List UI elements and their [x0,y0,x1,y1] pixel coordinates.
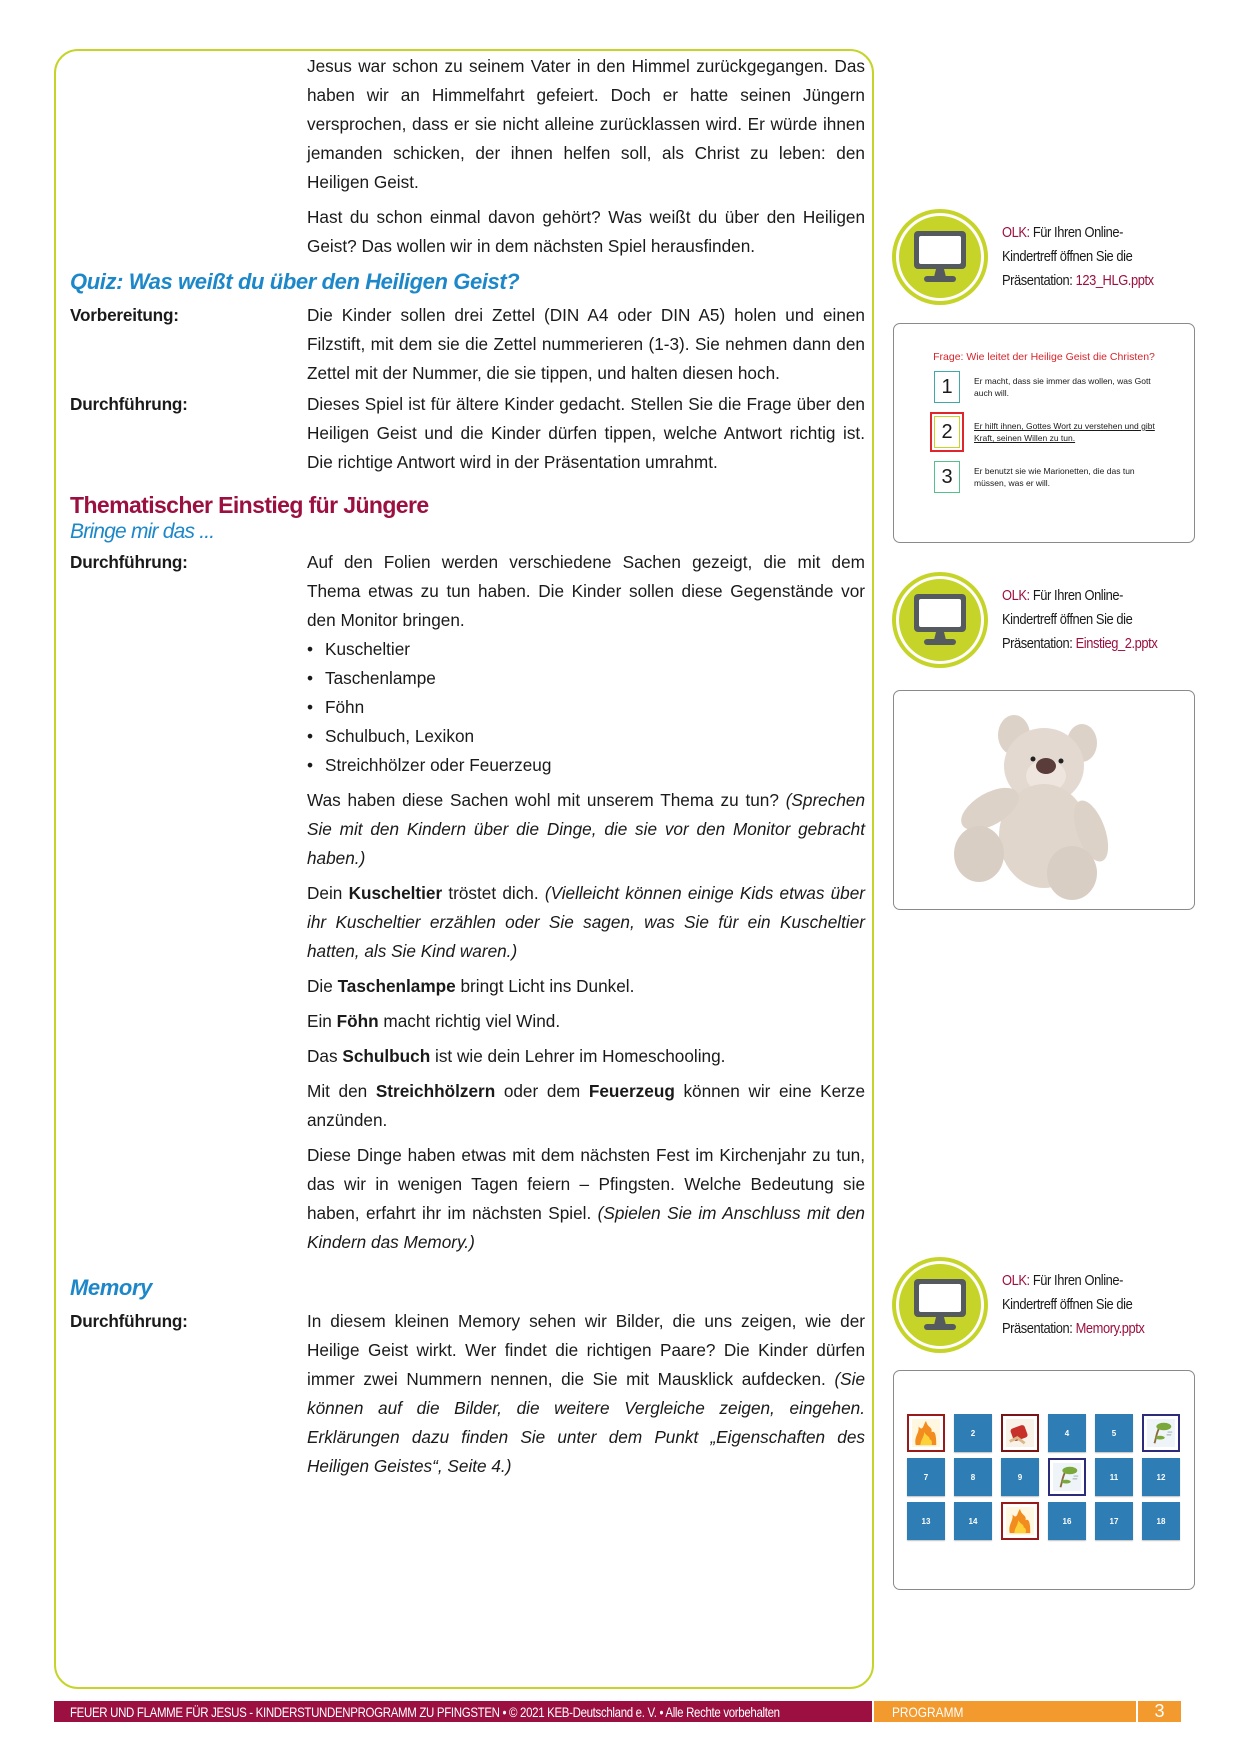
memory-tile-scroll [1001,1414,1039,1452]
monitor-icon [892,1257,988,1353]
memory-grid [907,1414,1180,1540]
exec-label: Durchführung: [70,394,188,414]
memory-tile: 17 [1095,1502,1133,1540]
olk-text: OLK: Für Ihren Online-Kindertreff öffnen Sie die Präsentation: Memory.pptx [1002,1272,1145,1337]
memory-slide-preview [893,1370,1195,1590]
question-paragraph: Was haben diese Sachen wohl mit unserem Thema zu tun? (Sprechen Sie mit den Kindern über die Dinge, die sie vor den Monitor gebracht haben.) [307,790,866,868]
instructor-note: (Sie können auf die Bilder, die weitere Vergleiche zeigen, eingehen. Erklärungen dazu finden Sie unter dem Punkt „Eigenschaften des Heiligen Geistes“, Seite 4.) [307,1369,866,1476]
teddy-bear-image [894,691,1195,910]
memory-tile: 4 [1048,1414,1086,1452]
page-number: 3 [1138,1701,1181,1722]
pfingsten-paragraph: Diese Dinge haben etwas mit dem nächsten Fest im Kirchenjahr zu tun, das wir in wenigen Tagen feiern – Pfingsten. Welche Bedeutung sie haben, erfahrt ihr im nächsten Spiel. (Spielen Sie im Anschluss mit den Kindern das Memory.) [307,1145,865,1252]
instructor-note: (Vielleicht können einige Kids etwas über ihr Kuscheltier erzählen oder Sie sagen, was Sie für ein Kuscheltier hatten, als Sie Kind waren.) [307,883,866,961]
footer-section-label: PROGRAMM [874,1701,1136,1722]
memory-tile-wind [1048,1458,1086,1496]
schulbuch-paragraph: Das Schulbuch ist wie dein Lehrer im Homeschooling. [307,1046,726,1066]
quiz-slide-preview [893,323,1195,543]
monitor-icon [892,572,988,668]
einstieg-heading: Thematischer Einstieg für Jüngere [70,492,429,518]
memory-tile: 11 [1095,1458,1133,1496]
einstieg-exec-row [70,548,865,1263]
memory-tile: 7 [907,1458,945,1496]
intro-section [307,52,865,261]
intro-paragraph: Jesus war schon zu seinem Vater in den Himmel zurückgegangen. Das haben wir an Himmelfahrt gefeiert. Doch er hatte seinen Jüngern versprochen, dass er sie nicht alleine zurücklassen wird. Er würde ihnen jemanden schicken, der ihnen helfen soll, als Christ zu leben: den Heiligen Geist. [307,56,865,192]
quiz-exec-row [70,390,865,477]
olk-hint-1 [892,207,1202,307]
list-item: • Taschenlampe [307,664,865,693]
intro-paragraph: Hast du schon einmal davon gehört? Was weißt du über den Heiligen Geist? Das wollen wir in dem nächsten Spiel herausfinden. [307,207,865,256]
list-item: • Föhn [307,693,865,722]
instructor-note: (Spielen Sie im Anschluss mit den Kindern das Memory.) [307,1203,865,1252]
quiz-option-2-correct: 2 Er hilft ihnen, Gottes Wort zu verstehen und gibt Kraft, seinen Willen zu tun. [934,416,1159,448]
einstieg-content [307,548,865,1263]
exec-label: Durchführung: [70,552,188,572]
memory-tile: 5 [1095,1414,1133,1452]
file-link[interactable]: Memory.pptx [1075,1320,1145,1337]
memory-tile: 9 [1001,1458,1039,1496]
quiz-heading: Quiz: Was weißt du über den Heiligen Geist? [70,269,520,294]
olk-hint-3 [892,1255,1202,1355]
prep-text: Die Kinder sollen drei Zettel (DIN A4 oder DIN A5) holen und einen Filzstift, mit dem sie die Zettel nummerieren (1-3). Sie nehmen dann den Zettel mit der Nummer, die sie tippen, und halten diesen hoch. [307,305,865,383]
list-item: • Streichhölzer oder Feuerzeug [307,751,865,780]
slide-question: Frage: Wie leitet der Heilige Geist die Christen? [933,351,1155,363]
memory-tile: 13 [907,1502,945,1540]
instructor-note: (Sprechen Sie mit den Kindern über die Dinge, die sie vor den Monitor gebracht haben.) [307,790,866,868]
olk-text: OLK: Für Ihren Online-Kindertreff öffnen Sie die Präsentation: Einstieg_2.pptx [1002,587,1158,652]
main-column [70,52,865,1481]
taschenlampe-paragraph: Die Taschenlampe bringt Licht ins Dunkel. [307,976,635,996]
memory-tile: 12 [1142,1458,1180,1496]
memory-tile: 16 [1048,1502,1086,1540]
memory-tile-wind [1142,1414,1180,1452]
kuscheltier-paragraph: Dein Kuscheltier tröstet dich. (Vielleicht können einige Kids etwas über ihr Kuscheltier erzählen oder Sie sagen, was Sie für ein Kuscheltier hatten, als Sie Kind waren.) [307,883,866,961]
memory-content: In diesem kleinen Memory sehen wir Bilder, die uns zeigen, wie der Heilige Geist wirkt. Wer findet die richtigen Paare? Die Kinder dürfen immer zwei Nummern nennen, die Sie mit Mausklick aufdecken. (Sie können auf die Bilder, die weitere Vergleiche zeigen, eingehen. Erklärungen dazu finden Sie unter dem Punkt „Eigenschaften des Heiligen Geistes“, Seite 4.) [307,1311,866,1476]
quiz-option-3: 3 Er benutzt sie wie Marionetten, die das tun müssen, was er will. [934,461,1159,493]
memory-heading: Memory [70,1275,152,1300]
memory-exec-row [70,1307,865,1481]
file-link[interactable]: 123_HLG.pptx [1075,272,1154,289]
memory-tile: 2 [954,1414,992,1452]
memory-tile: 14 [954,1502,992,1540]
memory-tile-fire [907,1414,945,1452]
quiz-option-1: 1 Er macht, dass sie immer das wollen, was Gott auch will. [934,371,1159,403]
monitor-icon [892,209,988,305]
exec-text: Dieses Spiel ist für ältere Kinder gedacht. Stellen Sie die Frage über den Heiligen Geist und die Kinder dürfen tippen, welche Antwort richtig ist. Die richtige Antwort wird in der Präsentation umrahmt. [307,394,865,472]
memory-tile-fire [1001,1502,1039,1540]
item-list [307,635,865,780]
list-item: • Schulbuch, Lexikon [307,722,865,751]
file-link[interactable]: Einstieg_2.pptx [1075,635,1158,652]
quiz-prep-row [70,301,865,388]
list-item: • Kuscheltier [307,635,865,664]
einstieg-subheading: Bringe mir das ... [70,520,215,543]
memory-tile: 18 [1142,1502,1180,1540]
olk-hint-2 [892,570,1202,670]
teddy-slide-preview [893,690,1195,910]
olk-text: OLK: Für Ihren Online-Kindertreff öffnen Sie die Präsentation: 123_HLG.pptx [1002,224,1154,289]
footer-title-bar: FEUER UND FLAMME FÜR JESUS - KINDERSTUNDENPROGRAMM ZU PFINGSTEN • © 2021 KEB-Deutschland e. V. • Alle Rechte vorbehalten [54,1701,872,1722]
foehn-paragraph: Ein Föhn macht richtig viel Wind. [307,1011,561,1031]
memory-tile: 8 [954,1458,992,1496]
exec-label: Durchführung: [70,1311,188,1331]
feuerzeug-paragraph: Mit den Streichhölzern oder dem Feuerzeug können wir eine Kerze anzünden. [307,1081,865,1130]
einstieg-text: Auf den Folien werden verschiedene Sachen gezeigt, die mit dem Thema etwas zu tun haben. Die Kinder sollen diese Gegenstände vor den Monitor bringen. [307,552,865,630]
prep-label: Vorbereitung: [70,305,179,325]
